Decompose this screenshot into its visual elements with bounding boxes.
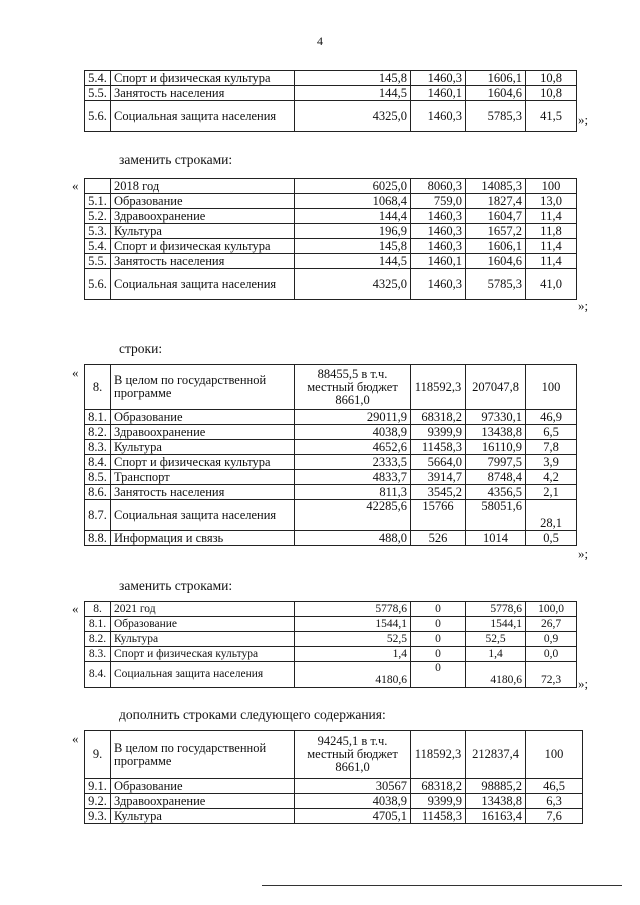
footer-rule: [262, 885, 622, 886]
cell-value: 1606,1: [466, 239, 526, 254]
table-row: [85, 794, 583, 809]
cell-value: 13438,8: [466, 425, 526, 440]
row-number: 8.4.: [85, 455, 111, 470]
row-number: 8.7.: [85, 500, 111, 531]
cell-value: 1460,3: [411, 209, 466, 224]
table-row: [85, 500, 577, 531]
cell-value: 6025,0: [295, 179, 411, 194]
cell-value: 4180,6: [295, 662, 411, 688]
row-number: 8.: [85, 365, 111, 410]
cell-value: 1604,7: [466, 209, 526, 224]
table-row: [85, 224, 577, 239]
cell-value: 526: [411, 531, 466, 546]
cell-value: 4180,6: [466, 662, 526, 688]
table-row: [85, 470, 577, 485]
table-row: [85, 809, 583, 824]
cell-value: 11458,3: [411, 440, 466, 455]
cell-value: 1460,3: [411, 224, 466, 239]
cell-value: 11,4: [526, 239, 577, 254]
cell-value: 5664,0: [411, 455, 466, 470]
cell-value: 8748,4: [466, 470, 526, 485]
row-number: 8.6.: [85, 485, 111, 500]
cell-value: 811,3: [295, 485, 411, 500]
cell-value: 88455,5 в т.ч. местный бюджет 8661,0: [295, 365, 411, 410]
cell-value: 11,4: [526, 209, 577, 224]
cell-value: 58051,6: [466, 500, 526, 531]
table-row: [85, 731, 583, 779]
cell-value: 1460,1: [411, 86, 466, 101]
row-name: Социальная защита населения: [111, 500, 295, 531]
cell-value: 97330,1: [466, 410, 526, 425]
cell-value: 46,5: [526, 779, 583, 794]
table-row: [85, 239, 577, 254]
cell-value: 10,8: [526, 86, 577, 101]
table-row: [85, 602, 577, 617]
row-number: 8.2.: [85, 425, 111, 440]
row-number: [85, 179, 111, 194]
row-name: Культура: [111, 632, 295, 647]
cell-value: 4833,7: [295, 470, 411, 485]
cell-value: 5778,6: [466, 602, 526, 617]
row-number: 5.5.: [85, 254, 111, 269]
row-name: Образование: [111, 779, 295, 794]
row-name: Образование: [111, 617, 295, 632]
cell-value: 68318,2: [411, 410, 466, 425]
cell-value: 0,9: [526, 632, 577, 647]
cell-value: 4325,0: [295, 101, 411, 132]
cell-value: 94245,1 в т.ч. местный бюджет 8661,0: [295, 731, 411, 779]
heading-supplement: дополнить строками следующего содержания:: [119, 707, 386, 722]
table-row: [85, 662, 577, 688]
cell-value: 1,4: [466, 647, 526, 662]
cell-value: 1460,1: [411, 254, 466, 269]
cell-value: 7,6: [526, 809, 583, 824]
cell-value: 0: [411, 632, 466, 647]
table-row: [85, 647, 577, 662]
cell-value: 1,4: [295, 647, 411, 662]
row-name: Социальная защита населения: [111, 269, 295, 300]
row-name: Спорт и физическая культура: [111, 239, 295, 254]
cell-value: 16110,9: [466, 440, 526, 455]
cell-value: 1460,3: [411, 239, 466, 254]
quote-open: «: [72, 601, 79, 616]
cell-value: 6,5: [526, 425, 577, 440]
cell-value: 42285,6: [295, 500, 411, 531]
table-row: [85, 269, 577, 300]
cell-value: 118592,3: [411, 731, 466, 779]
cell-value: 15766: [411, 500, 466, 531]
cell-value: 0: [411, 602, 466, 617]
row-name: Здравоохранение: [111, 794, 295, 809]
row-number: 9.3.: [85, 809, 111, 824]
cell-value: 145,8: [295, 71, 411, 86]
table-row: [85, 617, 577, 632]
cell-value: 4356,5: [466, 485, 526, 500]
row-number: 8.: [85, 602, 111, 617]
cell-value: 5785,3: [466, 101, 526, 132]
row-number: 9.2.: [85, 794, 111, 809]
cell-value: 759,0: [411, 194, 466, 209]
cell-value: 6,3: [526, 794, 583, 809]
cell-value: 52,5: [466, 632, 526, 647]
row-name: Занятость населения: [111, 485, 295, 500]
row-number: 8.3.: [85, 440, 111, 455]
cell-value: 72,3: [526, 662, 577, 688]
table-row: [85, 779, 583, 794]
row-number: 5.4.: [85, 71, 111, 86]
row-number: 8.3.: [85, 647, 111, 662]
cell-value: 4038,9: [295, 425, 411, 440]
row-name: Здравоохранение: [111, 425, 295, 440]
cell-value: 118592,3: [411, 365, 466, 410]
row-number: 5.4.: [85, 239, 111, 254]
row-number: 5.6.: [85, 269, 111, 300]
table-4: [84, 601, 577, 688]
page-number: 4: [317, 34, 323, 48]
cell-value: 100: [526, 365, 577, 410]
cell-value: 1606,1: [466, 71, 526, 86]
table-row: [85, 101, 577, 132]
row-name: Образование: [111, 410, 295, 425]
cell-value: 1460,3: [411, 269, 466, 300]
cell-value: 3914,7: [411, 470, 466, 485]
row-name: Спорт и физическая культура: [111, 71, 295, 86]
cell-value: 0,5: [526, 531, 577, 546]
cell-value: 5778,6: [295, 602, 411, 617]
cell-value: 26,7: [526, 617, 577, 632]
row-number: 8.8.: [85, 531, 111, 546]
cell-value: 196,9: [295, 224, 411, 239]
heading-replace-1: заменить строками:: [119, 152, 233, 167]
cell-value: 0: [411, 647, 466, 662]
cell-value: 29011,9: [295, 410, 411, 425]
table-row: [85, 632, 577, 647]
row-name: Занятость населения: [111, 86, 295, 101]
row-number: 9.: [85, 731, 111, 779]
row-name: Спорт и физическая культура: [111, 647, 295, 662]
table-2: [84, 178, 577, 300]
table-row: [85, 425, 577, 440]
cell-value: 46,9: [526, 410, 577, 425]
cell-value: 68318,2: [411, 779, 466, 794]
cell-value: 98885,2: [466, 779, 526, 794]
cell-value: 11,4: [526, 254, 577, 269]
quote-open: «: [72, 731, 79, 746]
cell-value: 4325,0: [295, 269, 411, 300]
cell-value: 100: [526, 179, 577, 194]
row-name: В целом по государственной программе: [111, 731, 295, 779]
table-3: [84, 364, 577, 546]
table-row: [85, 455, 577, 470]
heading-replace-2: заменить строками:: [119, 578, 233, 593]
table-1: [84, 70, 577, 132]
cell-value: 207047,8: [466, 365, 526, 410]
cell-value: 0: [411, 617, 466, 632]
cell-value: 7,8: [526, 440, 577, 455]
row-name: В целом по государственной программе: [111, 365, 295, 410]
cell-value: 7997,5: [466, 455, 526, 470]
table-row: [85, 485, 577, 500]
cell-value: 3,9: [526, 455, 577, 470]
cell-value: 144,4: [295, 209, 411, 224]
row-name: Транспорт: [111, 470, 295, 485]
quote-close: »;: [578, 676, 589, 691]
row-number: 5.1.: [85, 194, 111, 209]
row-number: 8.5.: [85, 470, 111, 485]
cell-value: 8060,3: [411, 179, 466, 194]
table-row: [85, 254, 577, 269]
row-name: Культура: [111, 224, 295, 239]
cell-value: 2,1: [526, 485, 577, 500]
row-name: 2018 год: [111, 179, 295, 194]
cell-value: 10,8: [526, 71, 577, 86]
cell-value: 4705,1: [295, 809, 411, 824]
row-number: 5.3.: [85, 224, 111, 239]
cell-value: 1014: [466, 531, 526, 546]
quote-close: »;: [578, 298, 589, 313]
row-name: Культура: [111, 809, 295, 824]
cell-value: 145,8: [295, 239, 411, 254]
row-name: Социальная защита населения: [111, 662, 295, 688]
table-row: [85, 86, 577, 101]
row-name: Здравоохранение: [111, 209, 295, 224]
row-number: 8.4.: [85, 662, 111, 688]
cell-value: 1460,3: [411, 101, 466, 132]
row-number: 8.1.: [85, 617, 111, 632]
cell-value: 0: [411, 662, 466, 688]
row-name: Культура: [111, 440, 295, 455]
cell-value: 13,0: [526, 194, 577, 209]
cell-value: 1657,2: [466, 224, 526, 239]
row-name: Образование: [111, 194, 295, 209]
cell-value: 4038,9: [295, 794, 411, 809]
row-number: 5.6.: [85, 101, 111, 132]
quote-open: «: [72, 365, 79, 380]
cell-value: 1544,1: [295, 617, 411, 632]
row-name: Информация и связь: [111, 531, 295, 546]
cell-value: 16163,4: [466, 809, 526, 824]
cell-value: 28,1: [526, 500, 577, 531]
cell-value: 9399,9: [411, 425, 466, 440]
cell-value: 11458,3: [411, 809, 466, 824]
cell-value: 4652,6: [295, 440, 411, 455]
row-number: 5.2.: [85, 209, 111, 224]
table-row: [85, 365, 577, 410]
quote-open: «: [72, 178, 79, 193]
row-name: Социальная защита населения: [111, 101, 295, 132]
cell-value: 2333,5: [295, 455, 411, 470]
row-number: 9.1.: [85, 779, 111, 794]
table-row: [85, 71, 577, 86]
cell-value: 30567: [295, 779, 411, 794]
cell-value: 41,5: [526, 101, 577, 132]
quote-close: »;: [578, 112, 589, 127]
cell-value: 52,5: [295, 632, 411, 647]
cell-value: 100: [526, 731, 583, 779]
cell-value: 100,0: [526, 602, 577, 617]
row-number: 5.5.: [85, 86, 111, 101]
row-number: 8.1.: [85, 410, 111, 425]
cell-value: 1604,6: [466, 254, 526, 269]
cell-value: 3545,2: [411, 485, 466, 500]
heading-rows: строки:: [119, 341, 163, 356]
cell-value: 11,8: [526, 224, 577, 239]
cell-value: 14085,3: [466, 179, 526, 194]
row-number: 8.2.: [85, 632, 111, 647]
cell-value: 1068,4: [295, 194, 411, 209]
cell-value: 1827,4: [466, 194, 526, 209]
cell-value: 144,5: [295, 86, 411, 101]
cell-value: 41,0: [526, 269, 577, 300]
cell-value: 1460,3: [411, 71, 466, 86]
table-5: [84, 730, 583, 824]
table-row: [85, 209, 577, 224]
cell-value: 488,0: [295, 531, 411, 546]
row-name: Спорт и физическая культура: [111, 455, 295, 470]
cell-value: 0,0: [526, 647, 577, 662]
quote-close: »;: [578, 546, 589, 561]
cell-value: 144,5: [295, 254, 411, 269]
table-row: [85, 179, 577, 194]
cell-value: 5785,3: [466, 269, 526, 300]
table-row: [85, 410, 577, 425]
cell-value: 9399,9: [411, 794, 466, 809]
cell-value: 13438,8: [466, 794, 526, 809]
cell-value: 1544,1: [466, 617, 526, 632]
row-name: Занятость населения: [111, 254, 295, 269]
table-row: [85, 531, 577, 546]
table-row: [85, 440, 577, 455]
row-name: 2021 год: [111, 602, 295, 617]
cell-value: 212837,4: [466, 731, 526, 779]
cell-value: 4,2: [526, 470, 577, 485]
table-row: [85, 194, 577, 209]
cell-value: 1604,6: [466, 86, 526, 101]
